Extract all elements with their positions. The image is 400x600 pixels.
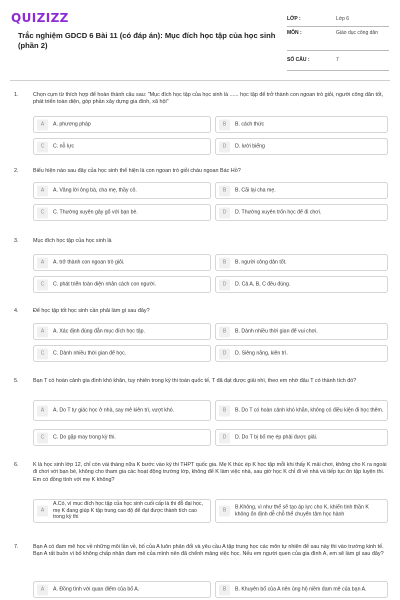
option-a[interactable] (33, 116, 211, 133)
question-number: 7. (14, 544, 19, 550)
option-text: D. Siêng năng, kiên trì. (235, 350, 288, 357)
option-a[interactable] (33, 400, 211, 421)
option-text: A. Đồng tình với quan điểm của bố A. (53, 586, 140, 593)
option-b[interactable] (215, 182, 388, 199)
header-divider (10, 80, 390, 81)
option-text: D. Cả A, B, C đều đúng. (235, 281, 291, 288)
option-d[interactable] (215, 276, 388, 293)
meta-label: SỐ CÂU : (287, 57, 310, 63)
option-letter: B (219, 326, 230, 337)
option-letter: D (219, 141, 230, 152)
option-letter: B (219, 405, 230, 416)
option-b[interactable] (215, 581, 388, 598)
meta-row-class (287, 13, 389, 27)
option-letter: A (37, 506, 48, 517)
option-text: D. Thường xuyên trốn học để đi chơi. (235, 209, 322, 216)
option-text: D. Do T bị bố mẹ ép phải được giải. (235, 434, 318, 441)
option-letter: A (37, 119, 48, 130)
question-text: Chọn cụm từ thích hợp để hoàn thành câu sau: "Mục đích học tập của học sinh là ...... học tập để trở thành con ngoan trò giỏi, người công dân tốt, phát triển toàn diện, góp phần xây dựng gia đình, xã hội" (33, 92, 383, 106)
option-b[interactable] (215, 323, 388, 340)
option-text: B. cách thức (235, 121, 265, 128)
question-text: Biểu hiện nào sau đây của học sinh thể hiện là con ngoan trò giỏi cháu ngoan Bác Hồ? (33, 168, 241, 174)
option-text: A. trở thành con ngoan trò giỏi. (53, 259, 125, 266)
option-a[interactable] (33, 499, 211, 523)
meta-table (287, 13, 389, 71)
option-letter: A (37, 326, 48, 337)
question-text: K là học sinh lớp 12, chỉ còn vài tháng nữa K bước vào kỳ thi THPT quốc gia. Mẹ K thúc ép K học tập mỗi khi thấy K mải chơi, không cho K ra ngoài đi chơi với bạn bè, không cho tham gia các hoạt động trường lớp, không để K làm việc nhà, sau giờ học K chỉ đi về nhà và tiếp tục ôn tập luyện thi. Em có đồng tình với mẹ K không? (33, 462, 387, 483)
option-a[interactable] (33, 182, 211, 199)
option-text: A. Xác định đúng đắn mục đích học tập. (53, 328, 145, 335)
option-letter: B (219, 185, 230, 196)
option-letter: A (37, 257, 48, 268)
option-letter: C (37, 348, 48, 359)
option-text: B. Cãi lại cha mẹ. (235, 187, 276, 194)
option-d[interactable] (215, 204, 388, 221)
question-number: 1. (14, 92, 19, 98)
option-b[interactable] (215, 400, 388, 421)
option-b[interactable] (215, 116, 388, 133)
option-letter: D (219, 279, 230, 290)
option-letter: C (37, 279, 48, 290)
option-text: A.Có, vì mục đích học tập của học sinh cuối cấp là thi đỗ đại học, mẹ K đang giúp K tập trung cao độ để đạt được thành tích cao trong kỳ thi (53, 501, 203, 521)
worksheet-title: Trắc nghiệm GDCD 6 Bài 11 (có đáp án): Mục đích học tập của học sinh (phần 2) (18, 31, 276, 50)
question-number: 3. (14, 238, 19, 244)
meta-value: Giáo dục công dân (336, 30, 378, 36)
question-number: 5. (14, 378, 19, 384)
option-b[interactable] (215, 499, 388, 523)
question-text: Mục đích học tập của học sinh là (33, 238, 112, 244)
option-text: A. phương pháp (53, 121, 91, 128)
meta-row-question-count (287, 51, 389, 71)
option-text: C. Do gặp may trong kỳ thi. (53, 434, 116, 441)
meta-value: Lớp 6 (336, 16, 350, 22)
worksheet-header (0, 0, 400, 80)
option-text: A. Vâng lời ông bà, cha mẹ, thầy cô. (53, 187, 137, 194)
option-text: C. phát triển toàn diện nhân cách con người. (53, 281, 156, 288)
meta-label: LỚP : (287, 16, 301, 22)
option-text: B. Dành nhiều thời gian để vui chơi. (235, 328, 318, 335)
question-number: 2. (14, 168, 19, 174)
option-text: B.Không, vì như thế sẽ tạo áp lực cho K, khiến tinh thần K không ổn định dễ chỗ thể chuyển tâm học hành (235, 504, 369, 517)
option-text: B. người công dân tốt. (235, 259, 287, 266)
question-number: 4. (14, 308, 19, 314)
question-text: Bạn T có hoàn cảnh gia đình khó khăn, tuy nhiên trong kỳ thi toán quốc tế, T đã đạt được giải nhì, theo em nhờ đâu T có thành tích đó? (33, 378, 357, 384)
option-text: B. Do T có hoàn cảnh khó khăn, không có điều kiện đi học thêm. (235, 407, 384, 414)
question-number: 6. (14, 462, 19, 468)
option-letter: B (219, 506, 230, 517)
option-d[interactable] (215, 138, 388, 155)
option-c[interactable] (33, 276, 211, 293)
option-letter: C (37, 141, 48, 152)
option-letter: D (219, 207, 230, 218)
option-letter: A (37, 584, 48, 595)
option-letter: D (219, 432, 230, 443)
option-a[interactable] (33, 581, 211, 598)
option-d[interactable] (215, 345, 388, 362)
option-c[interactable] (33, 429, 211, 446)
option-text: D. lười biếng (235, 143, 265, 150)
option-letter: D (219, 348, 230, 359)
option-c[interactable] (33, 345, 211, 362)
meta-row-subject (287, 27, 389, 51)
question-text: Để học tập tốt học sinh cần phải làm gì sau đây? (33, 308, 150, 314)
question-text: Bạn A có đam mê học về những môi lần về, bố của A luôn phản đối và yêu cầu A tập trung học các môn tự nhiên để sau này thi vào trường kinh tế. Bạn A rất buồn vì bố không chấp nhận đam mê của mình nên đã chểnh mảng việc học. Nếu em người quen của gia đình A, em sẽ làm gì sau đây? (33, 544, 384, 558)
quizizz-logo: QUIZIZZ (11, 11, 69, 25)
option-a[interactable] (33, 323, 211, 340)
option-d[interactable] (215, 429, 388, 446)
option-letter: B (219, 584, 230, 595)
option-text: B. Khuyên bố của A nên ủng hộ niềm đam mê của bạn A. (235, 586, 367, 593)
option-letter: A (37, 185, 48, 196)
option-letter: C (37, 207, 48, 218)
option-letter: B (219, 119, 230, 130)
meta-label: MÔN : (287, 30, 302, 36)
option-text: A. Do T tự giác học ở nhà, say mê kiên trì, vượt khó. (53, 407, 175, 414)
option-c[interactable] (33, 204, 211, 221)
option-text: C. nỗ lực (53, 143, 75, 150)
option-letter: A (37, 405, 48, 416)
option-a[interactable] (33, 254, 211, 271)
meta-value: 7 (336, 57, 339, 63)
option-c[interactable] (33, 138, 211, 155)
option-letter: B (219, 257, 230, 268)
option-letter: C (37, 432, 48, 443)
option-text: C. Thường xuyên gây gổ với bạn bè. (53, 209, 138, 216)
option-b[interactable] (215, 254, 388, 271)
option-text: C. Dành nhiều thời gian để học. (53, 350, 127, 357)
